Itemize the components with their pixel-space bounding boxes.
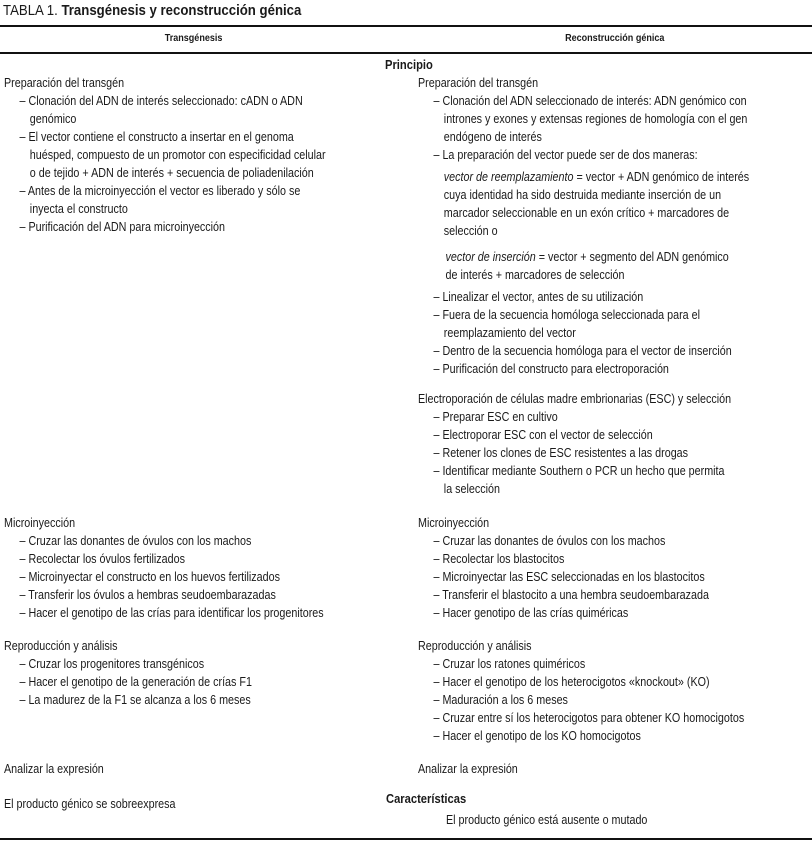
list-item: – Cruzar entre sí los heterocigotos para obtener KO homocigotos — [433, 711, 745, 725]
top-rule — [0, 25, 812, 27]
list-item: – Preparar ESC en cultivo — [433, 410, 558, 424]
list-item-cont: la selección — [443, 482, 500, 496]
list-item-cont: selección o — [443, 224, 498, 238]
list-item: – Hacer el genotipo de las crías para identificar los progenitores — [19, 606, 324, 620]
left-prep-heading: Preparación del transgén — [4, 76, 125, 90]
list-item-cont: cuya identidad ha sido destruida mediante inserción de un — [443, 188, 722, 202]
list-item-cont: o de tejido + ADN de interés + secuencia de poliadenilación — [29, 166, 314, 180]
list-item: – Microinyectar las ESC seleccionadas en los blastocitos — [433, 570, 705, 584]
right-reproduction-block — [418, 637, 797, 745]
list-item: – La madurez de la F1 se alcanza a los 6 meses — [19, 693, 251, 707]
insertion-vector-definition: vector de inserción = vector + segmento del ADN genómico — [445, 250, 729, 264]
left-characteristic: El producto génico se sobreexpresa — [4, 797, 176, 811]
replacement-vector-term: vector de reemplazamiento — [443, 170, 574, 184]
list-item-cont: inyecta el constructo — [29, 202, 128, 216]
list-item: – Hacer el genotipo de la generación de crías F1 — [19, 675, 252, 689]
column-header-transgenesis: Transgénesis — [164, 32, 223, 44]
table-number: TABLA 1. — [3, 2, 62, 19]
list-item-cont: genómico — [29, 112, 77, 126]
right-preparation-block — [418, 74, 803, 378]
list-item: – Dentro de la secuencia homóloga para el vector de inserción — [433, 344, 732, 358]
list-item: – Transferir los óvulos a hembras seudoembarazadas — [19, 588, 276, 602]
list-item-cont: marcador seleccionable en un exón crítico + marcadores de — [443, 206, 730, 220]
list-item-cont: de interés + marcadores de selección — [445, 268, 625, 282]
right-microinjection-block — [418, 514, 756, 622]
left-microinjection-block — [4, 514, 376, 622]
list-item: – Clonación del ADN de interés seleccionado: cADN o ADN — [19, 94, 303, 108]
replacement-vector-definition: vector de reemplazamiento = vector + ADN genómico de interés — [443, 170, 750, 184]
list-item-cont: intrones y exones y extensas regiones de homología con el gen — [443, 112, 748, 126]
list-item: – Fuera de la secuencia homóloga seleccionada para el — [433, 308, 701, 322]
right-repro-heading: Reproducción y análisis — [418, 639, 532, 653]
list-item: – Identificar mediante Southern o PCR un hecho que permita — [433, 464, 725, 478]
column-header-reconstruccion: Reconstrucción génica — [565, 32, 665, 44]
table-title-text: Transgénesis y reconstrucción génica — [61, 2, 302, 19]
list-item: – Hacer el genotipo de los KO homocigotos — [433, 729, 641, 743]
left-preparation-block — [4, 74, 378, 236]
header-rule — [0, 52, 812, 54]
list-item: – Microinyectar el constructo en los huevos fertilizados — [19, 570, 280, 584]
insertion-vector-term: vector de inserción — [445, 250, 536, 264]
list-item: – Cruzar las donantes de óvulos con los machos — [433, 534, 666, 548]
left-repro-heading: Reproducción y análisis — [4, 639, 118, 653]
list-item: – Electroporar ESC con el vector de selección — [433, 428, 653, 442]
list-item: – Transferir el blastocito a una hembra seudoembarazada — [433, 588, 709, 602]
right-characteristic: El producto génico está ausente o mutado — [446, 813, 648, 827]
bottom-rule — [0, 838, 812, 840]
list-item: – Recolectar los óvulos fertilizados — [19, 552, 185, 566]
list-item: – Cruzar los progenitores transgénicos — [19, 657, 205, 671]
list-item: – Clonación del ADN seleccionado de interés: ADN genómico con — [433, 94, 747, 108]
list-item-cont: endógeno de interés — [443, 130, 542, 144]
list-item: – La preparación del vector puede ser de dos maneras: — [433, 148, 698, 162]
left-analyze-expression: Analizar la expresión — [4, 762, 104, 776]
list-item: – El vector contiene el constructo a insertar en el genoma — [19, 130, 294, 144]
list-item: – Cruzar los ratones quiméricos — [433, 657, 586, 671]
right-electro-heading: Electroporación de células madre embrionarias (ESC) y selección — [418, 392, 732, 406]
list-item: – Maduración a los 6 meses — [433, 693, 568, 707]
list-item: – Hacer genotipo de las crías quiméricas — [433, 606, 629, 620]
list-item: – Purificación del constructo para electroporación — [433, 362, 669, 376]
right-electroporation-block — [418, 390, 782, 498]
left-micro-heading: Microinyección — [4, 516, 76, 530]
table-title — [3, 2, 301, 19]
right-micro-heading: Microinyección — [418, 516, 490, 530]
list-item: – Linealizar el vector, antes de su utilización — [433, 290, 644, 304]
list-item: – Purificación del ADN para microinyección — [19, 220, 226, 234]
list-item-cont: reemplazamiento del vector — [443, 326, 576, 340]
section-caracteristicas: Características — [386, 791, 467, 806]
section-principio: Principio — [385, 57, 433, 72]
right-analyze-expression: Analizar la expresión — [418, 762, 518, 776]
list-item: – Hacer el genotipo de los heterocigotos «knockout» (KO) — [433, 675, 710, 689]
left-reproduction-block — [4, 637, 292, 709]
right-prep-heading: Preparación del transgén — [418, 76, 539, 90]
list-item-cont: huésped, compuesto de un promotor con especificidad celular — [29, 148, 326, 162]
list-item: – Retener los clones de ESC resistentes a las drogas — [433, 446, 689, 460]
list-item: – Cruzar las donantes de óvulos con los machos — [19, 534, 252, 548]
list-item: – Recolectar los blastocitos — [433, 552, 565, 566]
list-item: – Antes de la microinyección el vector es liberado y sólo se — [19, 184, 301, 198]
